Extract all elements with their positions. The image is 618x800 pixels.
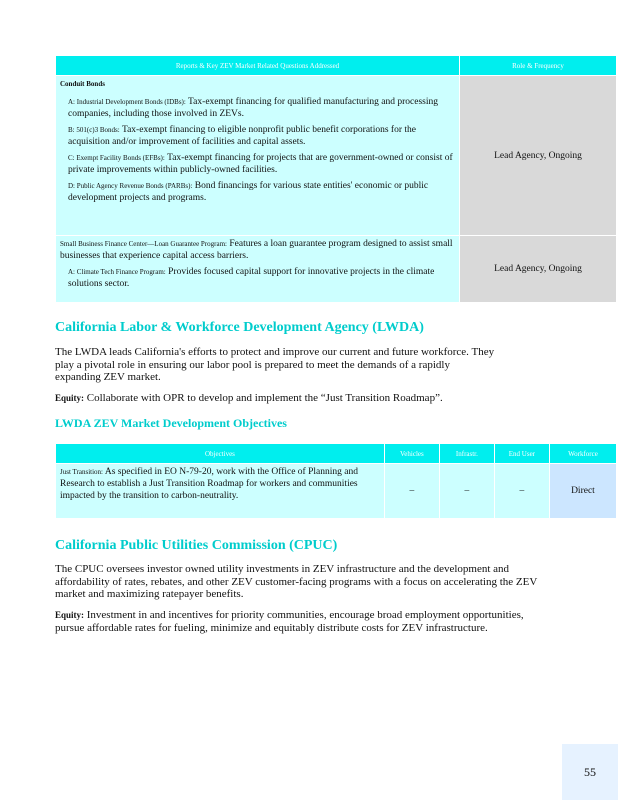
item-text: Tax-exempt financing to eligible nonprofit public benefit corporations for the acquisition and/or improvement of facilities and capital assets. [68, 125, 416, 147]
objectives-table [55, 443, 617, 519]
list-item [60, 96, 455, 120]
lwda-paragraph: The LWDA leads California's efforts to protect and improve our current and future workforce. They play a pivotal role in ensuring our labor pool is prepared to meet the demands of a rapidly expanding ZEV market. [55, 346, 495, 383]
role-frequency: Lead Agency, Ongoing [460, 76, 617, 236]
section-label: Conduit Bonds [60, 80, 105, 88]
role-frequency: Lead Agency, Ongoing [460, 236, 617, 303]
page-number: 55 [562, 744, 618, 800]
lwda-subheading: LWDA ZEV Market Development Objectives [55, 416, 287, 430]
vehicles-cell: – [384, 464, 439, 519]
header-end-user: End User [494, 444, 549, 464]
section-heading-lwda: California Labor & Workforce Development Agency (LWDA) [55, 320, 424, 335]
row-label: Small Business Finance Center—Loan Guarantee Program: [60, 240, 227, 248]
header-objectives: Objectives [56, 444, 385, 464]
conduit-bonds-cell [56, 76, 460, 236]
row-text [60, 238, 455, 262]
table-header [56, 444, 617, 464]
item-label: C: Exempt Facility Bonds (EFBs): [68, 154, 165, 162]
cpuc-paragraph: The CPUC oversees investor owned utility investments in ZEV infrastructure and the development and affordability of rates, rebates, and other ZEV customer-facing programs with a focus on accelerating the ZEV market and maximizing ratepayer benefits. [55, 563, 538, 600]
table-row [56, 76, 617, 236]
list-item [60, 124, 455, 148]
lwda-equity [55, 392, 575, 405]
equity-label: Equity: [55, 610, 85, 620]
equity-text: Investment in and incentives for priority communities, encourage broad employment opportunities, pursue affordable rates for fueling, minimize and equitably distribute costs for ZEV infrastructure. [55, 609, 524, 634]
section-heading-cpuc: California Public Utilities Commission (CPUC) [55, 538, 338, 553]
item-label: A: Climate Tech Finance Program: [68, 268, 166, 276]
table-header [56, 56, 617, 76]
infrastructure-cell: – [439, 464, 494, 519]
row-description: Features a loan guarantee program designed to assist small businesses that experience capital access barriers. [60, 239, 453, 261]
header-role: Role & Frequency [460, 56, 617, 76]
list-item [60, 180, 455, 204]
objective-cell [56, 464, 385, 519]
table-row [56, 236, 617, 303]
end-user-cell: – [494, 464, 549, 519]
header-vehicles: Vehicles [384, 444, 439, 464]
list-item [60, 152, 455, 176]
header-reports: Reports & Key ZEV Market Related Questions Addressed [56, 56, 460, 76]
item-label: B: 501(c)3 Bonds: [68, 126, 120, 134]
item-text: Tax-exempt financing for projects that are government-owned or consist of private improvements within publicly-owned facilities. [68, 153, 453, 175]
item-label: D: Public Agency Revenue Bonds (PARBs): [68, 182, 193, 190]
workforce-cell: Direct [549, 464, 616, 519]
header-workforce: Workforce [549, 444, 616, 464]
cpuc-equity [55, 609, 550, 634]
equity-text: Collaborate with OPR to develop and implement the “Just Transition Roadmap”. [86, 392, 443, 404]
item-text: Bond financings for various state entities' economic or public development projects and programs. [68, 181, 429, 203]
row-text: As specified in EO N-79-20, work with the Office of Planning and Research to establish a Just Transition Roadmap for workers and communities impacted by the transition to carbon-neutrality. [60, 467, 358, 501]
item-text: Tax-exempt financing for qualified manufacturing and processing companies, including those involved in ZEVs. [68, 97, 438, 119]
header-infrastructure: Infrastr. [439, 444, 494, 464]
small-business-cell [56, 236, 460, 303]
list-item [60, 266, 455, 290]
agency-table [55, 55, 617, 303]
item-text: Provides focused capital support for innovative projects in the climate solutions sector. [68, 267, 435, 289]
row-label: Just Transition: [60, 468, 103, 476]
item-label: A: Industrial Development Bonds (IDBs): [68, 98, 186, 106]
equity-label: Equity: [55, 393, 85, 403]
table-row [56, 464, 617, 519]
